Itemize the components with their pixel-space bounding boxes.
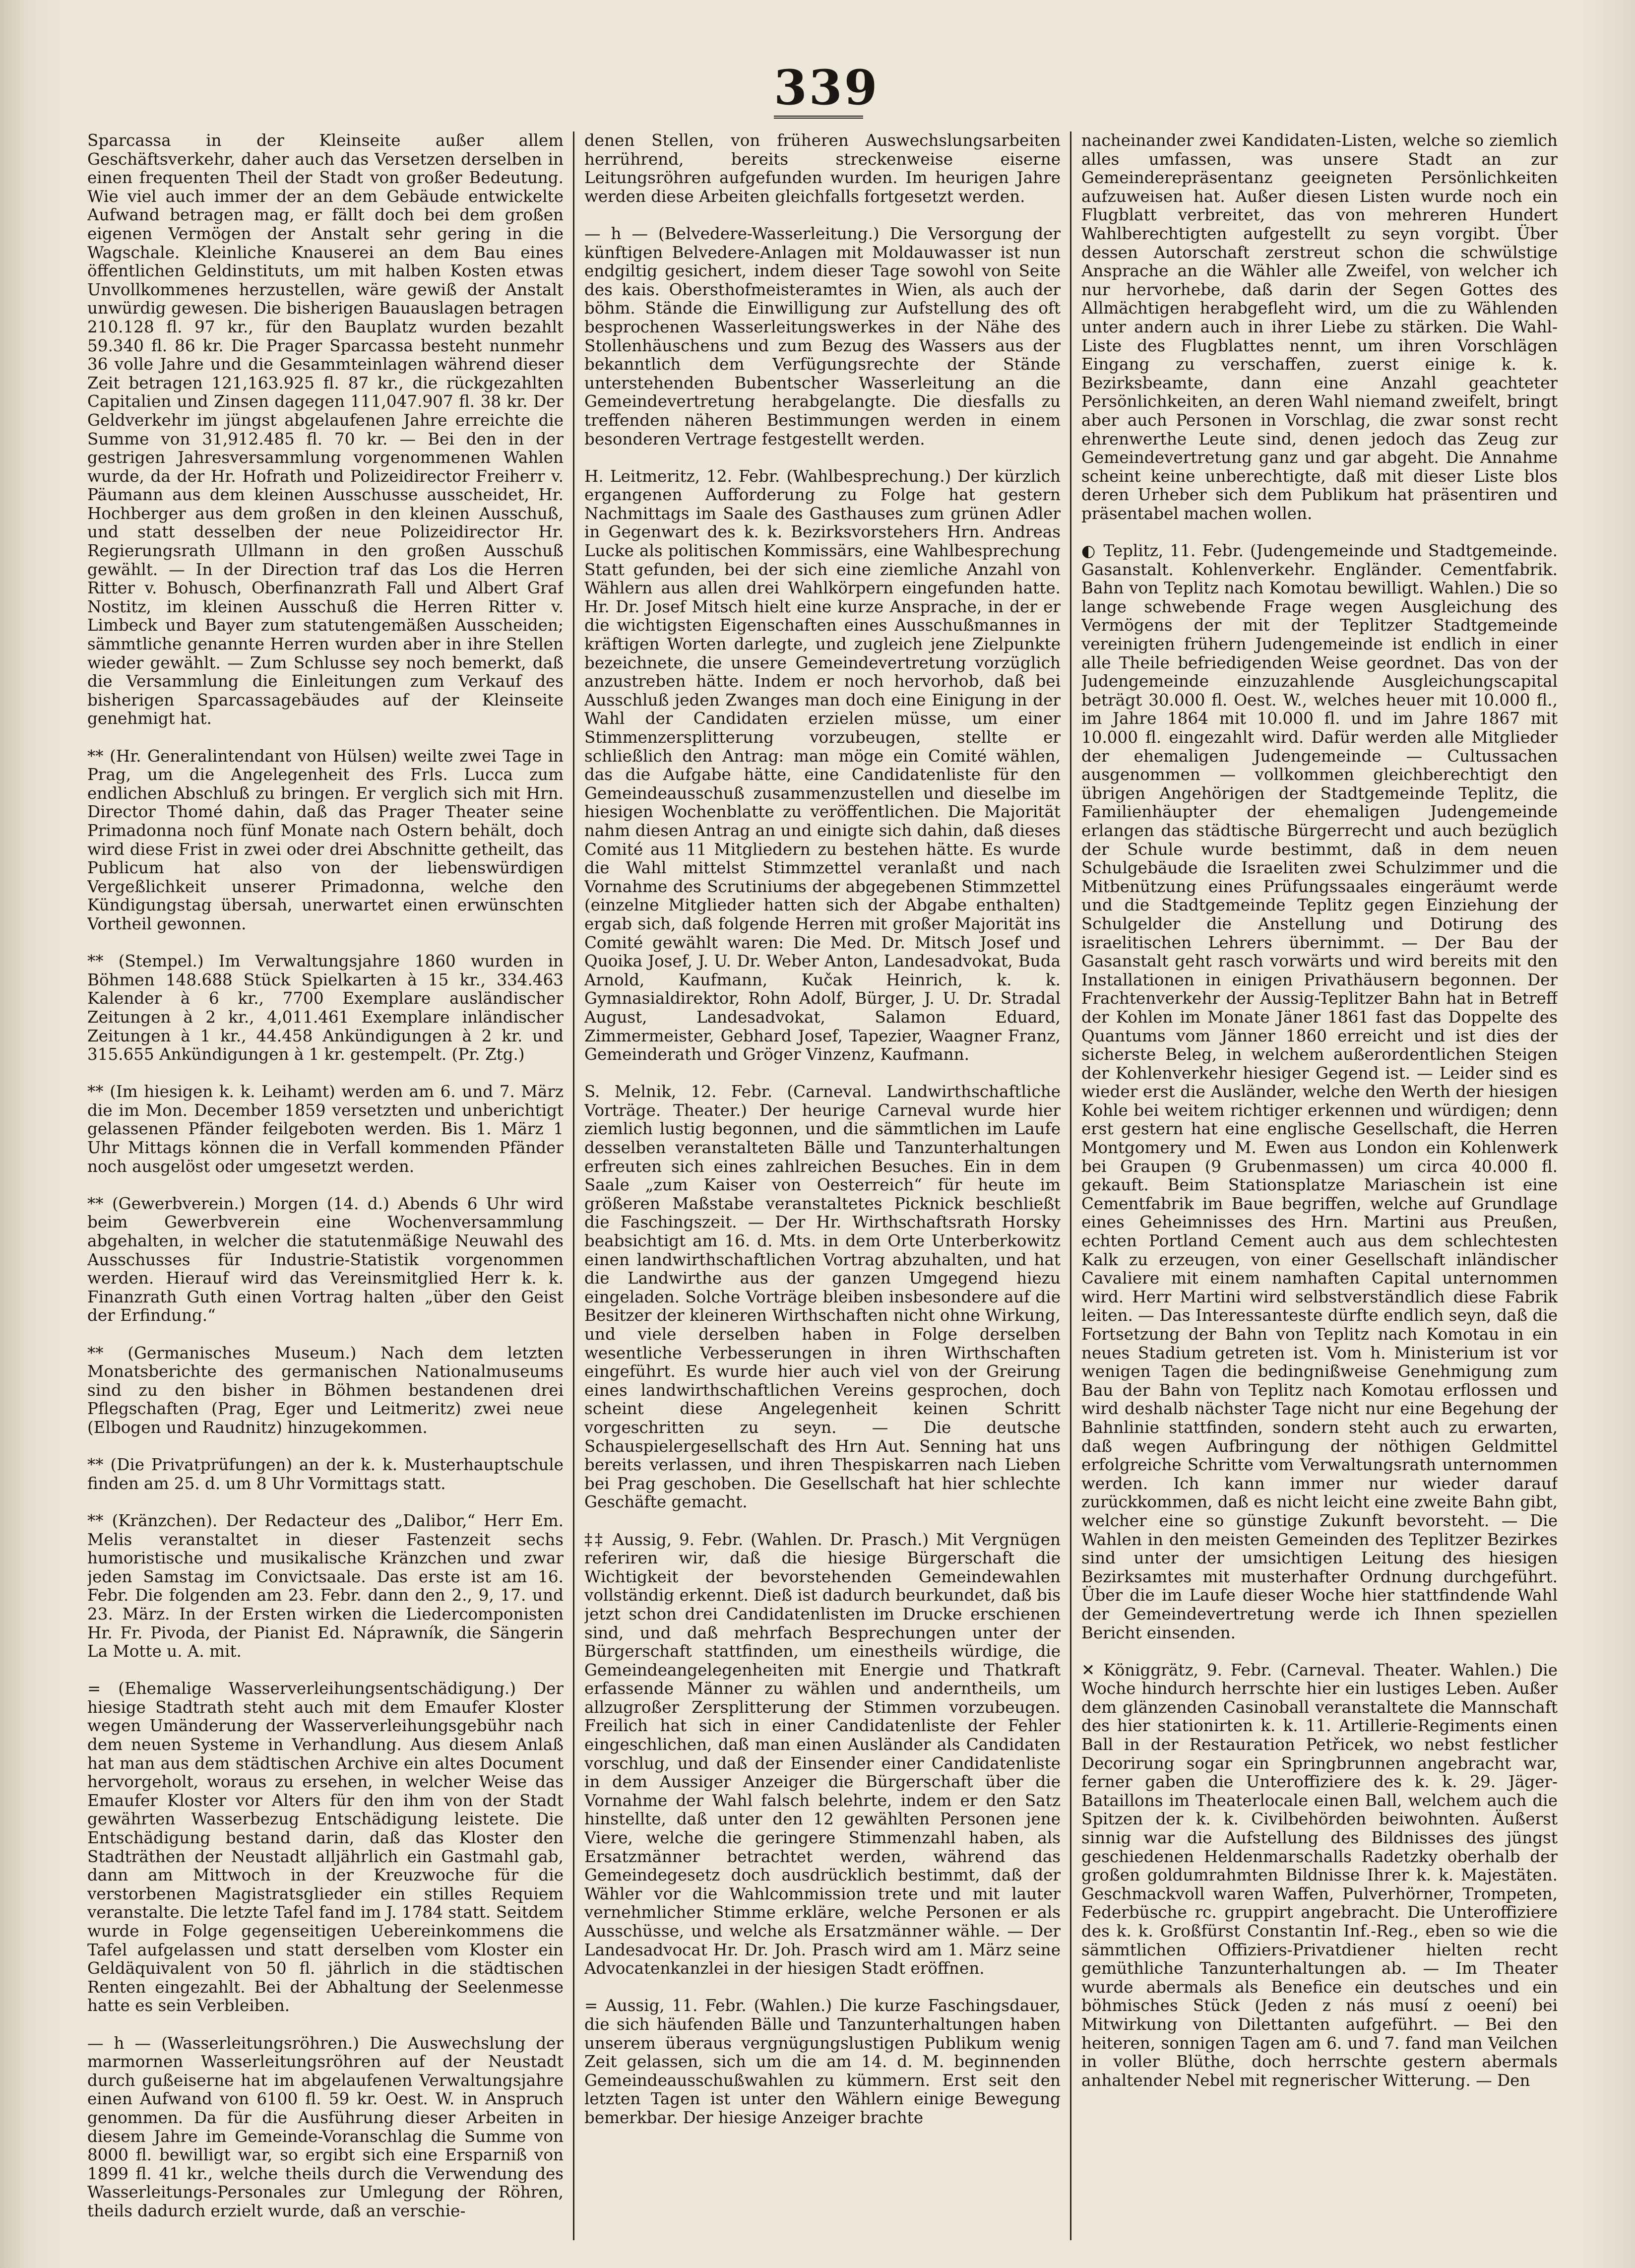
column-divider	[1070, 131, 1071, 2240]
text-column-3	[1081, 131, 1558, 2240]
column-text: Sparcassa in der Kleinseite außer allem Geschäftsverkehr, daher auch das Versetzen derselben in einen frequenten Theil der Stadt von großer Bedeutung. Wie viel auch immer der an dem Gebäude entwickelte Aufwand betragen mag, er fällt doch bei dem großen eigenen Vermögen der Anstalt sehr gering in die Wagschale. Kleinliche Knauserei an dem Bau eines öffentlichen Geldinstituts, um mit halben Kosten etwas Unvollkommenes herzustellen, wäre gewiß der Anstalt unwürdig gewesen. Die bisherigen Bauauslagen betragen 210.128 fl. 97 kr., für den Bauplatz wurden bezahlt 59.340 fl. 86 kr. Die Prager Sparcassa besteht nunmehr 36 volle Jahre und die Gesammteinlagen während dieser Zeit betragen 121,163.925 fl. 87 kr., die rückgezahlten Capitalien und Zinsen dagegen 111,047.907 fl. 38 kr. Der Geldverkehr im jüngst abgelaufenen Jahre erreichte die Summe von 31,912.485 fl. 70 kr. — Bei den in der gestrigen Jahresversammlung vorgenommenen Wahlen wurde, da der Hr. Hofrath und Polizeidirector Freiherr v. Päumann aus dem kleinen Ausschusse ausscheidet, Hr. Hochberger aus dem großen in den kleinen Ausschuß, und statt desselben der neue Polizeidirector Hr. Regierungsrath Ullmann in den großen Ausschuß gewählt. — In der Direction traf das Los die Herren Ritter v. Bohusch, Oberfinanzrath Fall und Albert Graf Nostitz, im kleinen Ausschuß die Herren Ritter v. Limbeck und Bayer zum statutengemäßen Ausscheiden; sämmtliche genannte Herren wurden aber in ihre Stellen wieder gewählt. — Zum Schlusse sey noch bemerkt, daß die Versammlung die Einleitungen zum Verkauf des bisherigen Sparcassagebäudes auf der Kleinseite genehmigt hat. ** (Hr. Generalintendant von Hülsen) weilte zwei Tage in Prag, um die Angelegenheit des Frls. Lucca zum endlichen Abschluß zu bringen. Er verglich sich mit Hrn. Director Thomé dahin, daß das Prager Theater seine Primadonna noch fünf Monate nach Ostern behält, doch wird diese Frist in zwei oder drei Abschnitte getheilt, das Publicum hat also von der liebenswürdigen Vergeßlichkeit unserer Primadonna, welche den Kündigungstag übersah, unerwartet einen erwünschten Vortheil gewonnen. ** (Stempel.) Im Verwaltungsjahre 1860 wurden in Böhmen 148.688 Stück Spielkarten à 15 kr., 334.463 Kalender à 6 kr., 7700 Exemplare ausländischer Zeitungen à 2 kr., 4,011.461 Exemplare inländischer Zeitungen à 1 kr., 44.458 Ankündigungen à 2 kr. und 315.655 Ankündigungen à 1 kr. gestempelt. (Pr. Ztg.) ** (Im hiesigen k. k. Leihamt) werden am 6. und 7. März die im Mon. December 1859 versetzten und unberichtigt gelassenen Pfänder feilgeboten werden. Bis 1. März 1 Uhr Mittags können die in Verfall kommenden Pfänder noch ausgelöst oder umgesetzt werden. ** (Gewerbverein.) Morgen (14. d.) Abends 6 Uhr wird beim Gewerbverein eine Wochenversammlung abgehalten, in welcher die statutenmäßige Neuwahl des Ausschusses für Industrie-Statistik vorgenommen werden. Hierauf wird das Vereinsmitglied Herr k. k. Finanzrath Guth einen Vortrag halten „über den Geist der Erfindung.“ ** (Germanisches Museum.) Nach dem letzten Monatsberichte des germanischen Nationalmuseums sind zu den bisher in Böhmen bestandenen drei Pflegschaften (Prag, Eger und Leitmeritz) zwei neue (Elbogen und Raudnitz) hinzugekommen. ** (Die Privatprüfungen) an der k. k. Musterhauptschule finden am 25. d. um 8 Uhr Vormittags statt. ** (Kränzchen). Der Redacteur des „Dalibor,“ Herr Em. Melis veranstaltet in dieser Fastenzeit sechs humoristische und musikalische Kränzchen und zwar jeden Samstag im Convictsaale. Das erste ist am 16. Febr. Die folgenden am 23. Febr. dann den 2., 9, 17. und 23. März. In der Ersten wirken die Liedercomponisten Hr. Fr. Pivoda, der Pianist Ed. Náprawník, die Sängerin La Motte u. A. mit. = (Ehemalige Wasserverleihungsentschädigung.) Der hiesige Stadtrath steht auch mit dem Emaufer Kloster wegen Umänderung der Wasserverleihungsgebühr nach dem neuen Systeme in Verhandlung. Aus diesem Anlaß hat man aus dem städtischen Archive ein altes Document hervorgeholt, woraus zu ersehen, in welcher Weise das Emaufer Kloster vor Alters für den ihm von der Stadt gewährten Wasserbezug Entschädigung leistete. Die Entschädigung bestand darin, daß das Kloster den Stadträthen der Neustadt alljährlich ein Gastmahl gab, dann am Mittwoch in der Kreuzwoche für die verstorbenen Magistratsglieder ein stilles Requiem veranstalte. Die letzte Tafel fand im J. 1784 statt. Seitdem wurde in Folge gegenseitigen Uebereinkommens die Tafel aufgelassen und statt derselben vom Kloster ein Geldäquivalent von 50 fl. jährlich in die städtischen Renten eingezahlt. Bei der Abhaltung der Seelenmesse hatte es sein Verbleiben. — h — (Wasserleitungsröhren.) Die Auswechslung der marmornen Wasserleitungsröhren auf der Neustadt durch gußeiserne hat im abgelaufenen Verwaltungsjahre einen Aufwand von 6100 fl. 59 kr. Oest. W. in Anspruch genommen. Da für die Ausführung dieser Arbeiten in diesem Jahre im Gemeinde-Voranschlag die Summe von 8000 fl. bewilligt war, so ergibt sich eine Ersparniß von 1899 fl. 41 kr., welche theils durch die Verwendung des Wasserleitungs-Personales zur Umlegung der Röhren, theils dadurch erzielt wurde, daß an verschie-	[87, 131, 564, 2220]
text-column-1	[87, 131, 564, 2240]
text-column-2	[584, 131, 1061, 2240]
column-text: nacheinander zwei Kandidaten-Listen, welche so ziemlich alles umfassen, was unsere Stadt an zur Gemeinderepräsentanz geeigneten Persönlichkeiten aufzuweisen hat. Außer diesen Listen wurde noch ein Flugblatt verbreitet, das von mehreren Hundert Wahlberechtigten aufgestellt zu seyn vorgibt. Über dessen Autorschaft zerstreut schon die schwülstige Ansprache an die Wähler alle Zweifel, von welcher ich nur hervorhebe, daß darin der Segen Gottes des Allmächtigen herabgefleht wird, um die zu Wählenden unter andern auch in ihrer Liebe zu stärken. Die Wahl-Liste des Flugblattes nennt, um ihren Vorschlägen Eingang zu verschaffen, zuerst einige k. k. Bezirksbeamte, dann eine Anzahl geachteter Persönlichkeiten, an deren Wahl niemand zweifelt, bringt aber auch Personen in Vorschlag, die zwar sonst recht ehrenwerthe Leute sind, denen jedoch das Zeug zur Gemeindevertretung ganz und gar abgeht. Die Annahme scheint keine unberechtigte, daß mit dieser Liste blos deren Urheber sich dem Publikum hat präsentiren und präsentabel machen wollen. ◐ Teplitz, 11. Febr. (Judengemeinde und Stadtgemeinde. Gasanstalt. Kohlenverkehr. Engländer. Cementfabrik. Bahn von Teplitz nach Komotau bewilligt. Wahlen.) Die so lange schwebende Frage wegen Ausgleichung des Vermögens der mit der Teplitzer Stadtgemeinde vereinigten frühern Judengemeinde ist endlich in einer alle Theile befriedigenden Weise geordnet. Das von der Judengemeinde einzuzahlende Ausgleichungscapital beträgt 30.000 fl. Oest. W., welches heuer mit 10.000 fl., im Jahre 1864 mit 10.000 fl. und im Jahre 1867 mit 10.000 fl. eingezahlt wird. Dafür werden alle Mitglieder der ehemaligen Judengemeinde — Cultussachen ausgenommen — vollkommen gleichberechtigt den übrigen Angehörigen der Stadtgemeinde Teplitz, die Familienhäupter der ehemaligen Judengemeinde erlangen das städtische Bürgerrecht und auch bezüglich der Schule wurde bestimmt, daß in dem neuen Schulgebäude die Israeliten zwei Schulzimmer und die Mitbenützung eines Prüfungssaales eingeräumt werde und die Stadtgemeinde Teplitz gegen Einziehung der Schulgelder die Anstellung und Dotirung des israelitischen Lehrers übernimmt. — Der Bau der Gasanstalt geht rasch vorwärts und wird bereits mit den Installationen in einigen Privathäusern begonnen. Der Frachtenverkehr der Aussig-Teplitzer Bahn hat in Betreff der Kohlen im Monate Jäner 1861 fast das Doppelte des Quantums vom Jänner 1860 erreicht und ist dies der sicherste Beleg, in welchem außerordentlichen Steigen der Kohlenverkehr hiesiger Gegend ist. — Leider sind es wieder erst die Ausländer, welche den Werth der hiesigen Kohle bei weitem richtiger erkennen und würdigen; denn erst gestern hat eine englische Gesellschaft, die Herren Montgomery und M. Ewen aus London ein Kohlenwerk bei Graupen (9 Grubenmassen) um circa 40.000 fl. gekauft. Beim Stationsplatze Mariaschein ist eine Cementfabrik im Baue begriffen, welche auf Grundlage eines Geheimnisses des Hrn. Martini aus Preußen, echten Portland Cement auch aus dem schlechtesten Kalk zu erzeugen, von einer Gesellschaft inländischer Cavaliere mit einem namhaften Capital unternommen wird. Herr Martini wird selbstverständlich diese Fabrik leiten. — Das Interessanteste dürfte endlich seyn, daß die Fortsetzung der Bahn von Teplitz nach Komotau in ein neues Stadium getreten ist. Vom h. Ministerium ist vor wenigen Tagen die bedingnißweise Genehmigung zum Bau der Bahn von Teplitz nach Komotau erflossen und wird deshalb nächster Tage nicht nur eine Begehung der Bahnlinie stattfinden, sondern steht auch zu erwarten, daß wegen Aufbringung der nöthigen Geldmittel erfolgreiche Schritte vom Verwaltungsrath unternommen werden. Ich kann immer nur wieder darauf zurückkommen, daß es nicht leicht eine zweite Bahn gibt, welcher eine so günstige Zukunft bevorsteht. — Die Wahlen in den meisten Gemeinden des Teplitzer Bezirkes sind unter der umsichtigen Leitung des hiesigen Bezirksamtes mit musterhafter Ordnung durchgeführt. Über die im Laufe dieser Woche hier stattfindende Wahl der Gemeindevertretung werde ich Ihnen speziellen Bericht einsenden. ✕ Königgrätz, 9. Febr. (Carneval. Theater. Wahlen.) Die Woche hindurch herrschte hier ein lustiges Leben. Außer dem glänzenden Casinoball veranstaltete die Mannschaft des hier stationirten k. k. 11. Artillerie-Regiments einen Ball in der Restauration Petřicek, wo nebst festlicher Decorirung sogar ein Springbrunnen angebracht war, ferner gaben die Unteroffiziere des k. k. 29. Jäger-Bataillons im Theaterlocale einen Ball, welchem auch die Spitzen der k. k. Civilbehörden beiwohnten. Äußerst sinnig war die Aufstellung des Bildnisses des jüngst geschiedenen Heldenmarschalls Radetzky oberhalb der großen goldumrahmten Bildnisse Ihrer k. k. Majestäten. Geschmackvoll waren Waffen, Pulverhörner, Trompeten, Federbüsche rc. gruppirt angebracht. Die Unteroffiziere des k. k. Großfürst Constantin Inf.-Reg., eben so wie die sämmtlichen Offiziers-Privatdiener hielten recht gemüthliche Tanzunterhaltungen ab. — Im Theater wurde abermals als Benefice ein deutsches und ein böhmisches Stück (Jeden z nás musí z oeení) bei Mitwirkung von Dilettanten aufgeführt. — Bei den heiteren, sonnigen Tagen am 6. und 7. fand man Veilchen in voller Blüthe, doch herrschte gestern abermals anhaltender Nebel mit regnerischer Witterung. — Den	[1081, 131, 1558, 2090]
column-text: denen Stellen, von früheren Auswechslungsarbeiten herrührend, bereits streckenweise eiserne Leitungsröhren aufgefunden wurden. Im heurigen Jahre werden diese Arbeiten gleichfalls fortgesetzt werden. — h — (Belvedere-Wasserleitung.) Die Versorgung der künftigen Belvedere-Anlagen mit Moldauwasser ist nun endgiltig gesichert, indem dieser Tage sowohl von Seite des kais. Obersthofmeisteramtes in Wien, als auch der böhm. Stände die Einwilligung zur Aufstellung des oft besprochenen Wasserleitungswerkes in der Nähe des Stollenhäuschens und zum Bezug des Wassers aus der bekanntlich dem Verfügungsrechte der Stände unterstehenden Bubentscher Wasserleitung an die Gemeindevertretung herabgelangte. Die diesfalls zu treffenden näheren Bestimmungen werden in einem besonderen Vertrage festgestellt werden. H. Leitmeritz, 12. Febr. (Wahlbesprechung.) Der kürzlich ergangenen Aufforderung zu Folge hat gestern Nachmittags im Saale des Gasthauses zum grünen Adler in Gegenwart des k. k. Bezirksvorstehers Hrn. Andreas Lucke als politischen Kommissärs, eine Wahlbesprechung Statt gefunden, bei der sich eine ziemliche Anzahl von Wählern aus allen drei Wahlkörpern eingefunden hatte. Hr. Dr. Josef Mitsch hielt eine kurze Ansprache, in der er die wichtigsten Eigenschaften eines Ausschußmannes in kräftigen Worten darlegte, und zugleich jene Zielpunkte bezeichnete, die unsere Gemeindevertretung vorzüglich anzustreben hätte. Indem er noch hervorhob, daß bei Ausschluß jeden Zwanges man doch eine Einigung in der Wahl der Candidaten erzielen müsse, um einer Stimmenzersplitterung vorzubeugen, stellte er schließlich den Antrag: man möge ein Comité wählen, das die Aufgabe hätte, eine Candidatenliste für den Gemeindeausschuß zusammenzustellen und dieselbe im hiesigen Wochenblatte zu veröffentlichen. Die Majorität nahm diesen Antrag an und einigte sich dahin, daß dieses Comité aus 11 Mitgliedern zu bestehen hätte. Es wurde die Wahl mittelst Stimmzettel veranlaßt und nach Vornahme des Scrutiniums der abgegebenen Stimmzettel (einzelne Mitglieder hatten sich der Abgabe enthalten) ergab sich, daß folgende Herren mit großer Majorität ins Comité gewählt waren: Die Med. Dr. Mitsch Josef und Quoika Josef, J. U. Dr. Weber Anton, Landesadvokat, Buda Arnold, Kaufmann, Kučak Heinrich, k. k. Gymnasialdirektor, Rohn Adolf, Bürger, J. U. Dr. Stradal August, Landesadvokat, Salamon Eduard, Zimmermeister, Gebhard Josef, Tapezier, Waagner Franz, Gemeinderath und Gröger Vinzenz, Kaufmann. S. Melnik, 12. Febr. (Carneval. Landwirthschaftliche Vorträge. Theater.) Der heurige Carneval wurde hier ziemlich lustig begonnen, und die sämmtlichen im Laufe desselben veranstalteten Bälle und Tanzunterhaltungen erfreuten sich eines zahlreichen Besuches. Ein in dem Saale „zum Kaiser von Oesterreich“ für heute im größeren Maßstabe veranstaltetes Picknick beschließt die Faschingszeit. — Der Hr. Wirthschaftsrath Horsky beabsichtigt am 16. d. Mts. in dem Orte Unterberkowitz einen landwirthschaftlichen Vortrag abzuhalten, und hat die Landwirthe aus der ganzen Umgegend hiezu eingeladen. Solche Vorträge bleiben insbesondere auf die Besitzer der kleineren Wirthschaften nicht ohne Wirkung, und viele derselben haben in Folge derselben wesentliche Verbesserungen in ihren Wirthschaften eingeführt. Es wurde hier auch viel von der Greirung eines landwirthschaftlichen Vereins gesprochen, doch scheint diese Angelegenheit keinen Schritt vorgeschritten zu seyn. — Die deutsche Schauspielergesellschaft des Hrn Aut. Senning hat uns bereits verlassen, und ihren Thespiskarren nach Lieben bei Prag geschoben. Die Gesellschaft hat hier schlechte Geschäfte gemacht. ‡‡ Aussig, 9. Febr. (Wahlen. Dr. Prasch.) Mit Vergnügen referiren wir, daß die hiesige Bürgerschaft die Wichtigkeit der bevorstehenden Gemeindewahlen vollständig erkennt. Dieß ist dadurch beurkundet, daß bis jetzt schon drei Candidatenlisten im Drucke erschienen sind, und daß mehrfach Besprechungen unter der Bürgerschaft stattfinden, um einestheils würdige, die Gemeindeangelegenheiten mit Energie und Thatkraft erfassende Männer zu wählen und anderntheils, um allzugroßer Zersplitterung der Stimmen vorzubeugen. Freilich hat sich in einer Candidatenliste der Fehler eingeschlichen, daß man einen Ausländer als Candidaten vorschlug, und daß der Einsender einer Candidatenliste in dem Aussiger Anzeiger die Bürgerschaft über die Vornahme der Wahl falsch belehrte, indem er den Satz hinstellte, daß unter den 12 gewählten Personen jene Viere, welche die geringere Stimmenzahl haben, als Ersatzmänner betrachtet werden, während das Gemeindegesetz doch ausdrücklich bestimmt, daß der Wähler vor die Wahlcommission trete und mit lauter vernehmlicher Stimme erkläre, welche Personen er als Ausschüsse, und welche als Ersatzmänner wähle. — Der Landesadvocat Hr. Dr. Joh. Prasch wird am 1. März seine Advocatenkanzlei in der hiesigen Stadt eröffnen. = Aussig, 11. Febr. (Wahlen.) Die kurze Faschingsdauer, die sich häufenden Bälle und Tanzunterhaltungen haben unserem überaus vergnügungslustigen Publikum wenig Zeit gelassen, sich um die am 14. d. M. beginnenden Gemeindeausschußwahlen zu kümmern. Erst seit den letzten Tagen ist unter den Wählern einige Bewegung bemerkbar. Der hiesige Anzeiger brachte	[584, 131, 1061, 2127]
page-number: 339	[774, 60, 863, 119]
column-divider	[573, 131, 574, 2240]
